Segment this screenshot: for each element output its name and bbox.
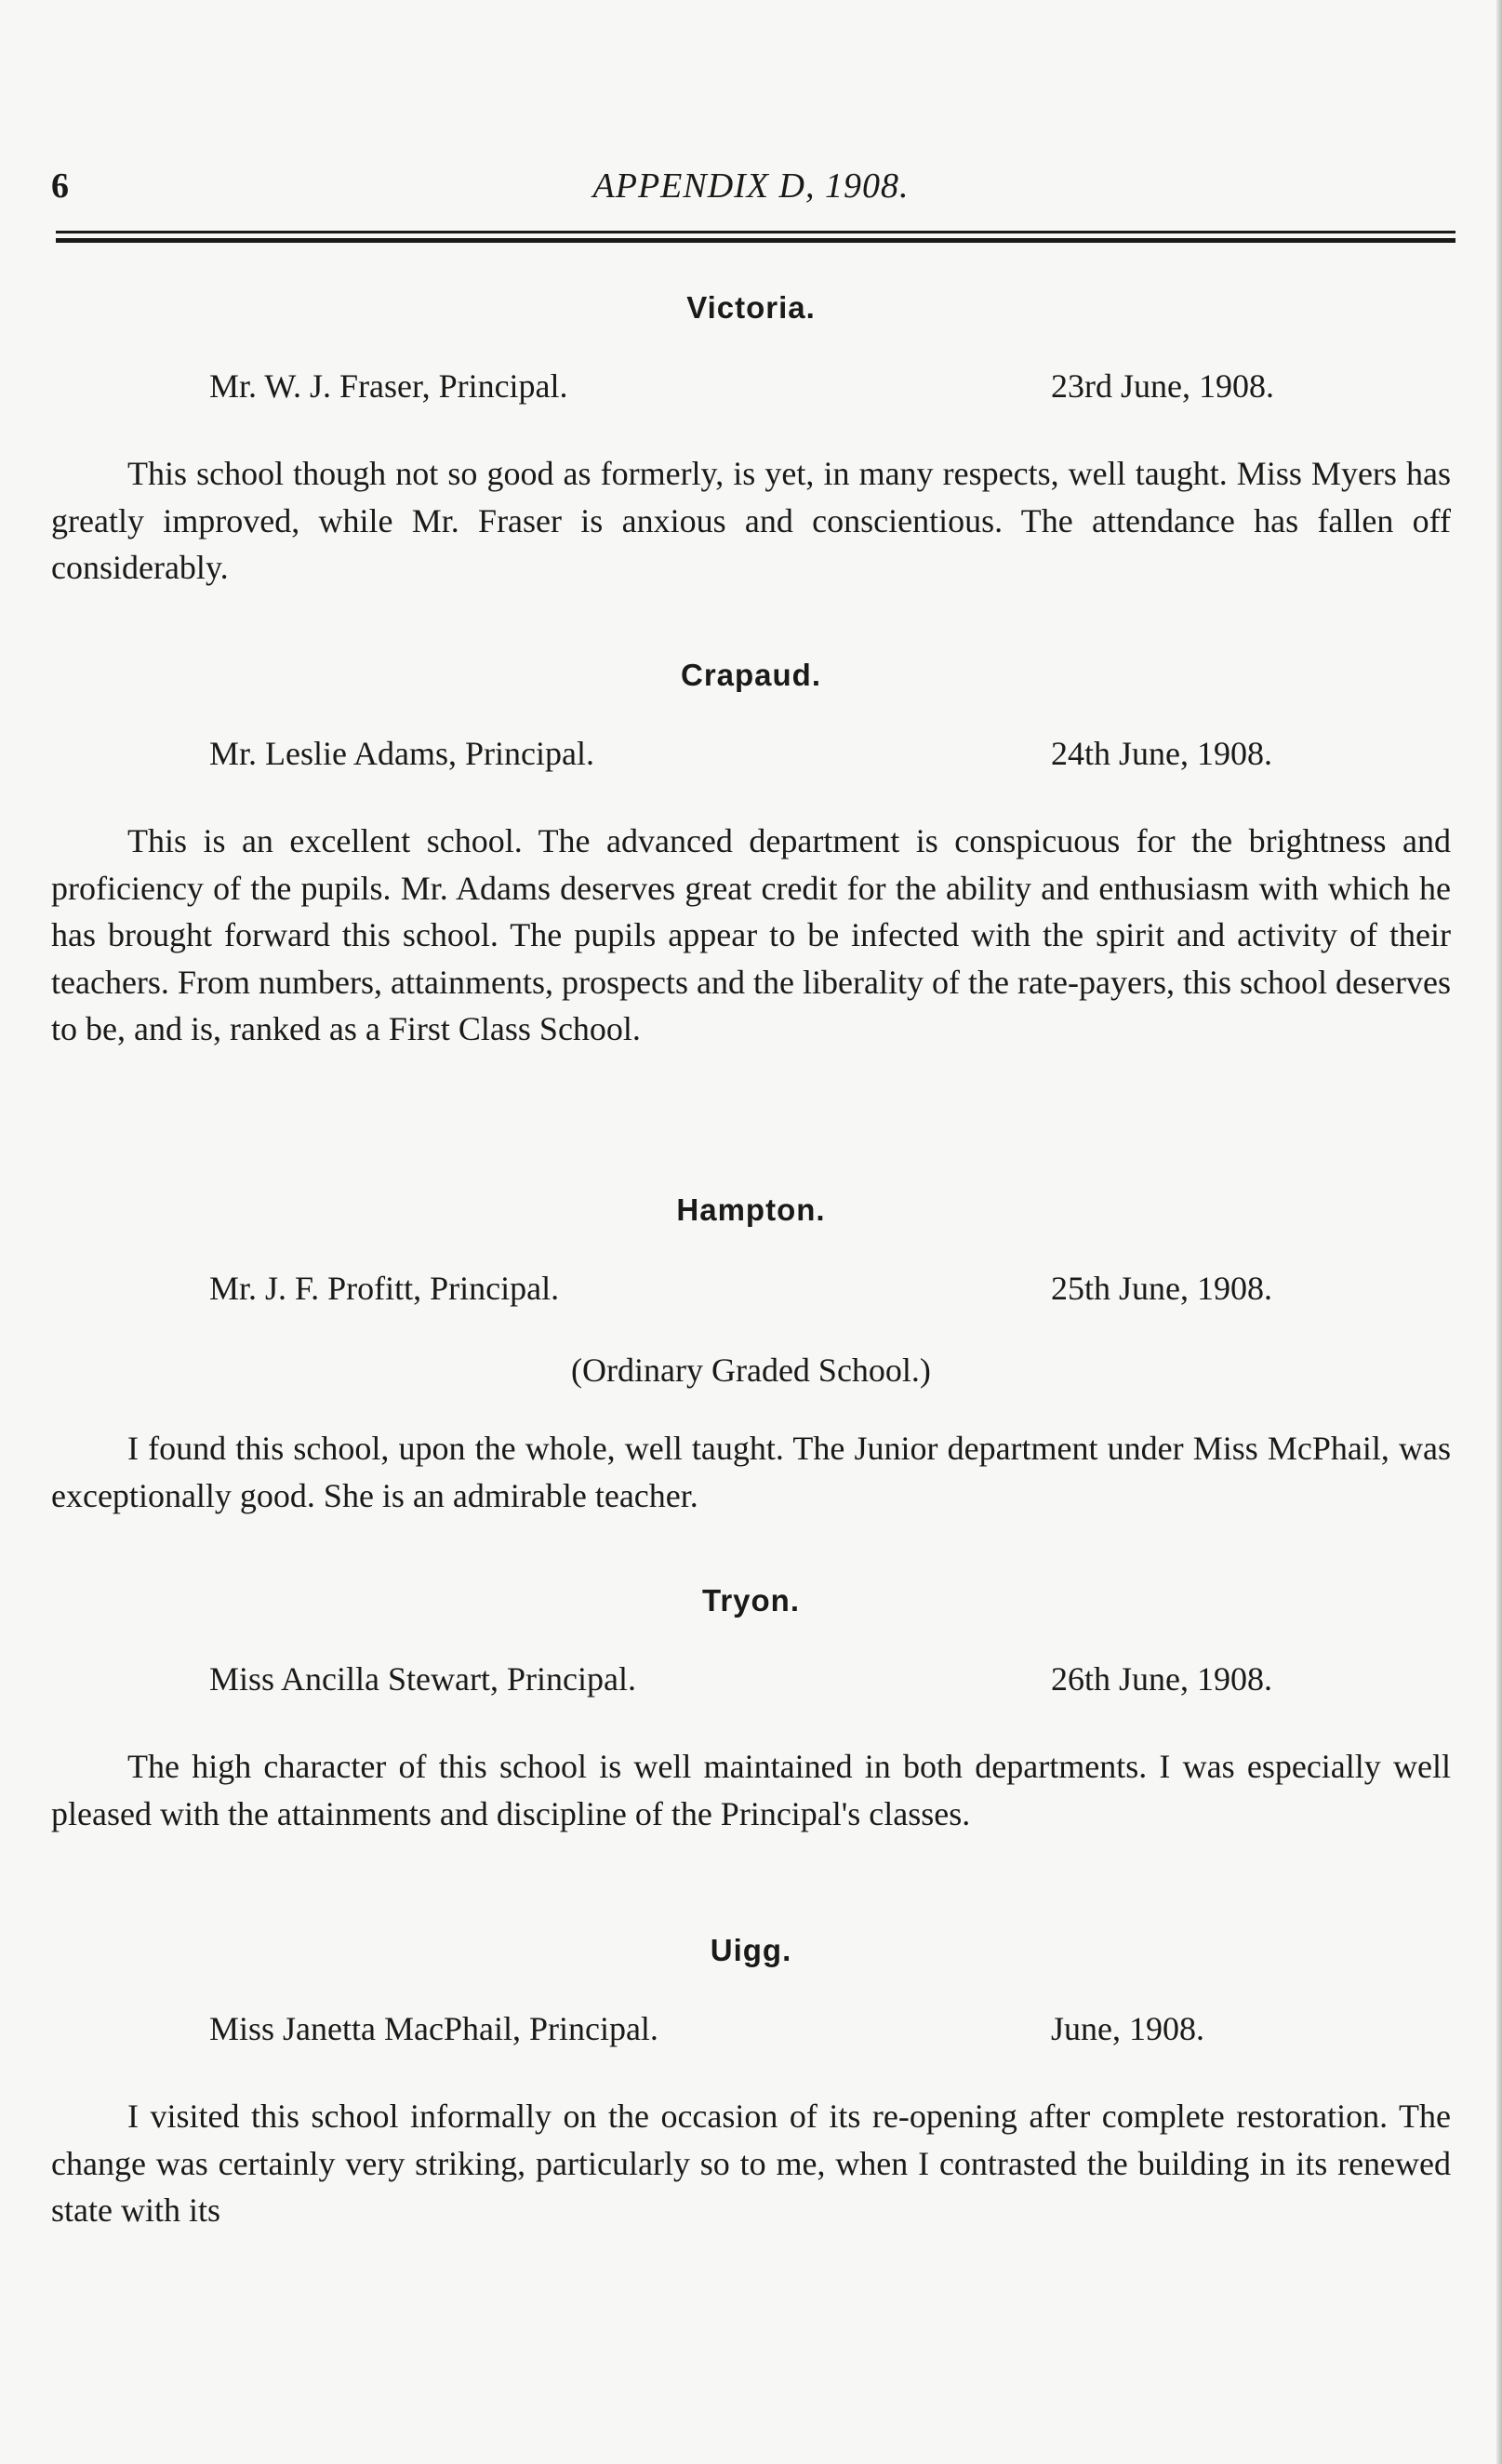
principal-name: Mr. Leslie Adams, Principal.: [209, 735, 594, 772]
visit-date: 23rd June, 1908.: [1051, 367, 1274, 405]
header-rule-thick: [56, 238, 1455, 243]
visit-date: 26th June, 1908.: [1051, 1660, 1272, 1698]
visit-date: 24th June, 1908.: [1051, 735, 1272, 772]
running-title: APPENDIX D, 1908.: [592, 166, 910, 206]
section-heading: Tryon.: [701, 1583, 801, 1618]
principal-name: Miss Janetta MacPhail, Principal.: [209, 2010, 658, 2047]
page-edge-shadow: [1496, 0, 1502, 2464]
section-heading: Crapaud.: [680, 658, 822, 692]
section-paragraph: This school though not so good as formerly, is yet, in many respects, well taught. Miss Myers has greatly improved, while Mr. Fraser is anxious and conscientious. The attendance has fallen off considerably.: [51, 455, 1451, 586]
section-paragraph: I visited this school informally on the occasion of its re-opening after complete restoration. The change was certainly very striking, particularly so to me, when I contrasted the building in its renewed state with its: [51, 2098, 1451, 2229]
section-heading: Uigg.: [710, 1933, 792, 1967]
section-victoria: [51, 290, 1451, 625]
principal-line: [51, 366, 1451, 422]
principal-line: [51, 2009, 1451, 2065]
principal-line: [51, 1269, 1451, 1325]
principal-name: Mr. J. F. Profitt, Principal.: [209, 1270, 560, 1307]
visit-date: June, 1908.: [1051, 2010, 1204, 2047]
principal-name: Miss Ancilla Stewart, Principal.: [209, 1660, 636, 1698]
section-heading: Hampton.: [676, 1192, 826, 1227]
visit-date: 25th June, 1908.: [1051, 1270, 1272, 1307]
principal-line: [51, 734, 1451, 790]
section-tryon: [51, 1583, 1451, 1871]
section-paragraph: The high character of this school is well maintained in both departments. I was especially well pleased with the attainments and discipline of the Principal's classes.: [51, 1748, 1451, 1832]
section-hampton: [51, 1192, 1451, 1552]
page-header: [51, 166, 1451, 212]
section-paragraph: I found this school, upon the whole, well taught. The Junior department under Miss McPhail, was exceptionally good. She is an admirable teacher.: [51, 1430, 1451, 1514]
header-rule-thin: [56, 231, 1455, 233]
school-type-note: (Ordinary Graded School.): [571, 1352, 931, 1389]
section-heading: Victoria.: [686, 290, 816, 325]
principal-name: Mr. W. J. Fraser, Principal.: [209, 367, 568, 405]
page-number: 6: [51, 166, 69, 206]
section-uigg: [51, 1933, 1451, 2268]
section-paragraph: This is an excellent school. The advanced department is conspicuous for the brightness and proficiency of the pupils. Mr. Adams deserves great credit for the ability and enthusiasm with which he has brought forward this school. The pupils appear to be infected with the spirit and activity of their teachers. From numbers, attainments, prospects and the liberality of the rate-payers, this school deserves to be, and is, ranked as a First Class School.: [51, 822, 1451, 1047]
principal-line: [51, 1659, 1451, 1715]
section-crapaud: [51, 658, 1451, 1086]
